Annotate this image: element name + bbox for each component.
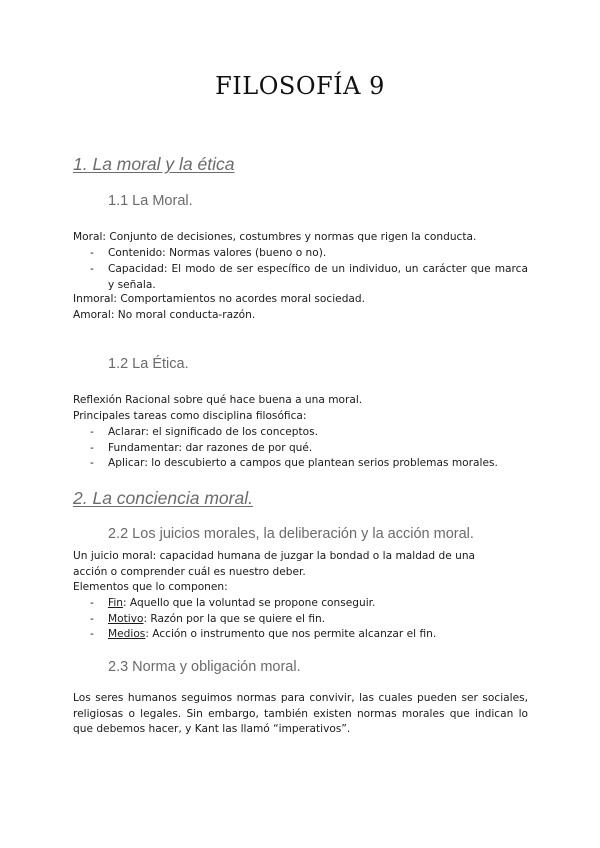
list-item-text: Aclarar: el significado de los conceptos. [108,426,319,438]
term-description: : Aquello que la voluntad se propone conseguir. [122,597,376,609]
bullet-dash: - [90,457,94,469]
etica-tasks-intro: Principales tareas como disciplina filosófica: [73,410,307,422]
list-item-text: Capacidad: El modo de ser específico de un individuo, un carácter que marca y señala. [108,263,528,291]
list-item [90,262,530,294]
bullet-dash: - [90,613,94,625]
bullet-dash: - [90,442,94,454]
list-item-text: Aplicar: lo descubierto a campos que plantean serios problemas morales. [108,457,498,469]
list-item-text [108,612,528,628]
term-medios: Medios [108,628,146,640]
bullet-dash: - [90,426,94,438]
page-title: FILOSOFÍA 9 [215,72,385,100]
subsection-heading-norma-obligacion: 2.3 Norma y obligación moral. [108,659,301,675]
bullet-dash: - [90,247,94,259]
term-motivo: Motivo [108,613,144,625]
term-fin: Fin [108,597,123,609]
list-item-text [108,627,528,643]
bullet-dash: - [90,628,94,640]
section-heading-conciencia-moral: 2. La conciencia moral. [73,488,253,508]
etica-definition: Reflexión Racional sobre qué hace buena a una moral. [73,394,363,406]
subsection-heading-juicios-morales: 2.2 Los juicios morales, la deliberación y la acción moral. [108,526,474,542]
bullet-dash: - [90,597,94,609]
list-item-text: Fundamentar: dar razones de por qué. [108,442,313,454]
list-item-text: Contenido: Normas valores (bueno o no). [108,247,327,259]
list-item-text [108,596,528,612]
term-description: : Acción o instrumento que nos permite alcanzar el fin. [145,628,437,640]
moral-definition: Moral: Conjunto de decisiones, costumbres y normas que rigen la conducta. [73,231,477,243]
subsection-heading-la-etica: 1.2 La Ética. [108,356,189,372]
elementos-intro: Elementos que lo componen: [73,581,228,593]
bullet-dash: - [90,263,94,275]
subsection-heading-la-moral: 1.1 La Moral. [108,193,193,209]
term-description: : Razón por la que se quiere el fin. [143,613,326,625]
juicio-moral-line-1: Un juicio moral: capacidad humana de juzgar la bondad o la maldad de una [73,550,476,562]
amoral-definition: Amoral: No moral conducta-razón. [73,309,256,321]
juicio-moral-line-2: acción o comprender cuál es nuestro deber. [73,566,306,578]
section-heading-moral-etica: 1. La moral y la ética [73,154,235,174]
inmoral-definition: Inmoral: Comportamientos no acordes moral sociedad. [73,293,366,305]
norma-paragraph: Los seres humanos seguimos normas para convivir, las cuales pueden ser sociales, religiosas o legales. Sin embargo, también existen normas morales que indican lo que debemos hacer, y Kant las llamó “imperativos”. [73,692,528,736]
